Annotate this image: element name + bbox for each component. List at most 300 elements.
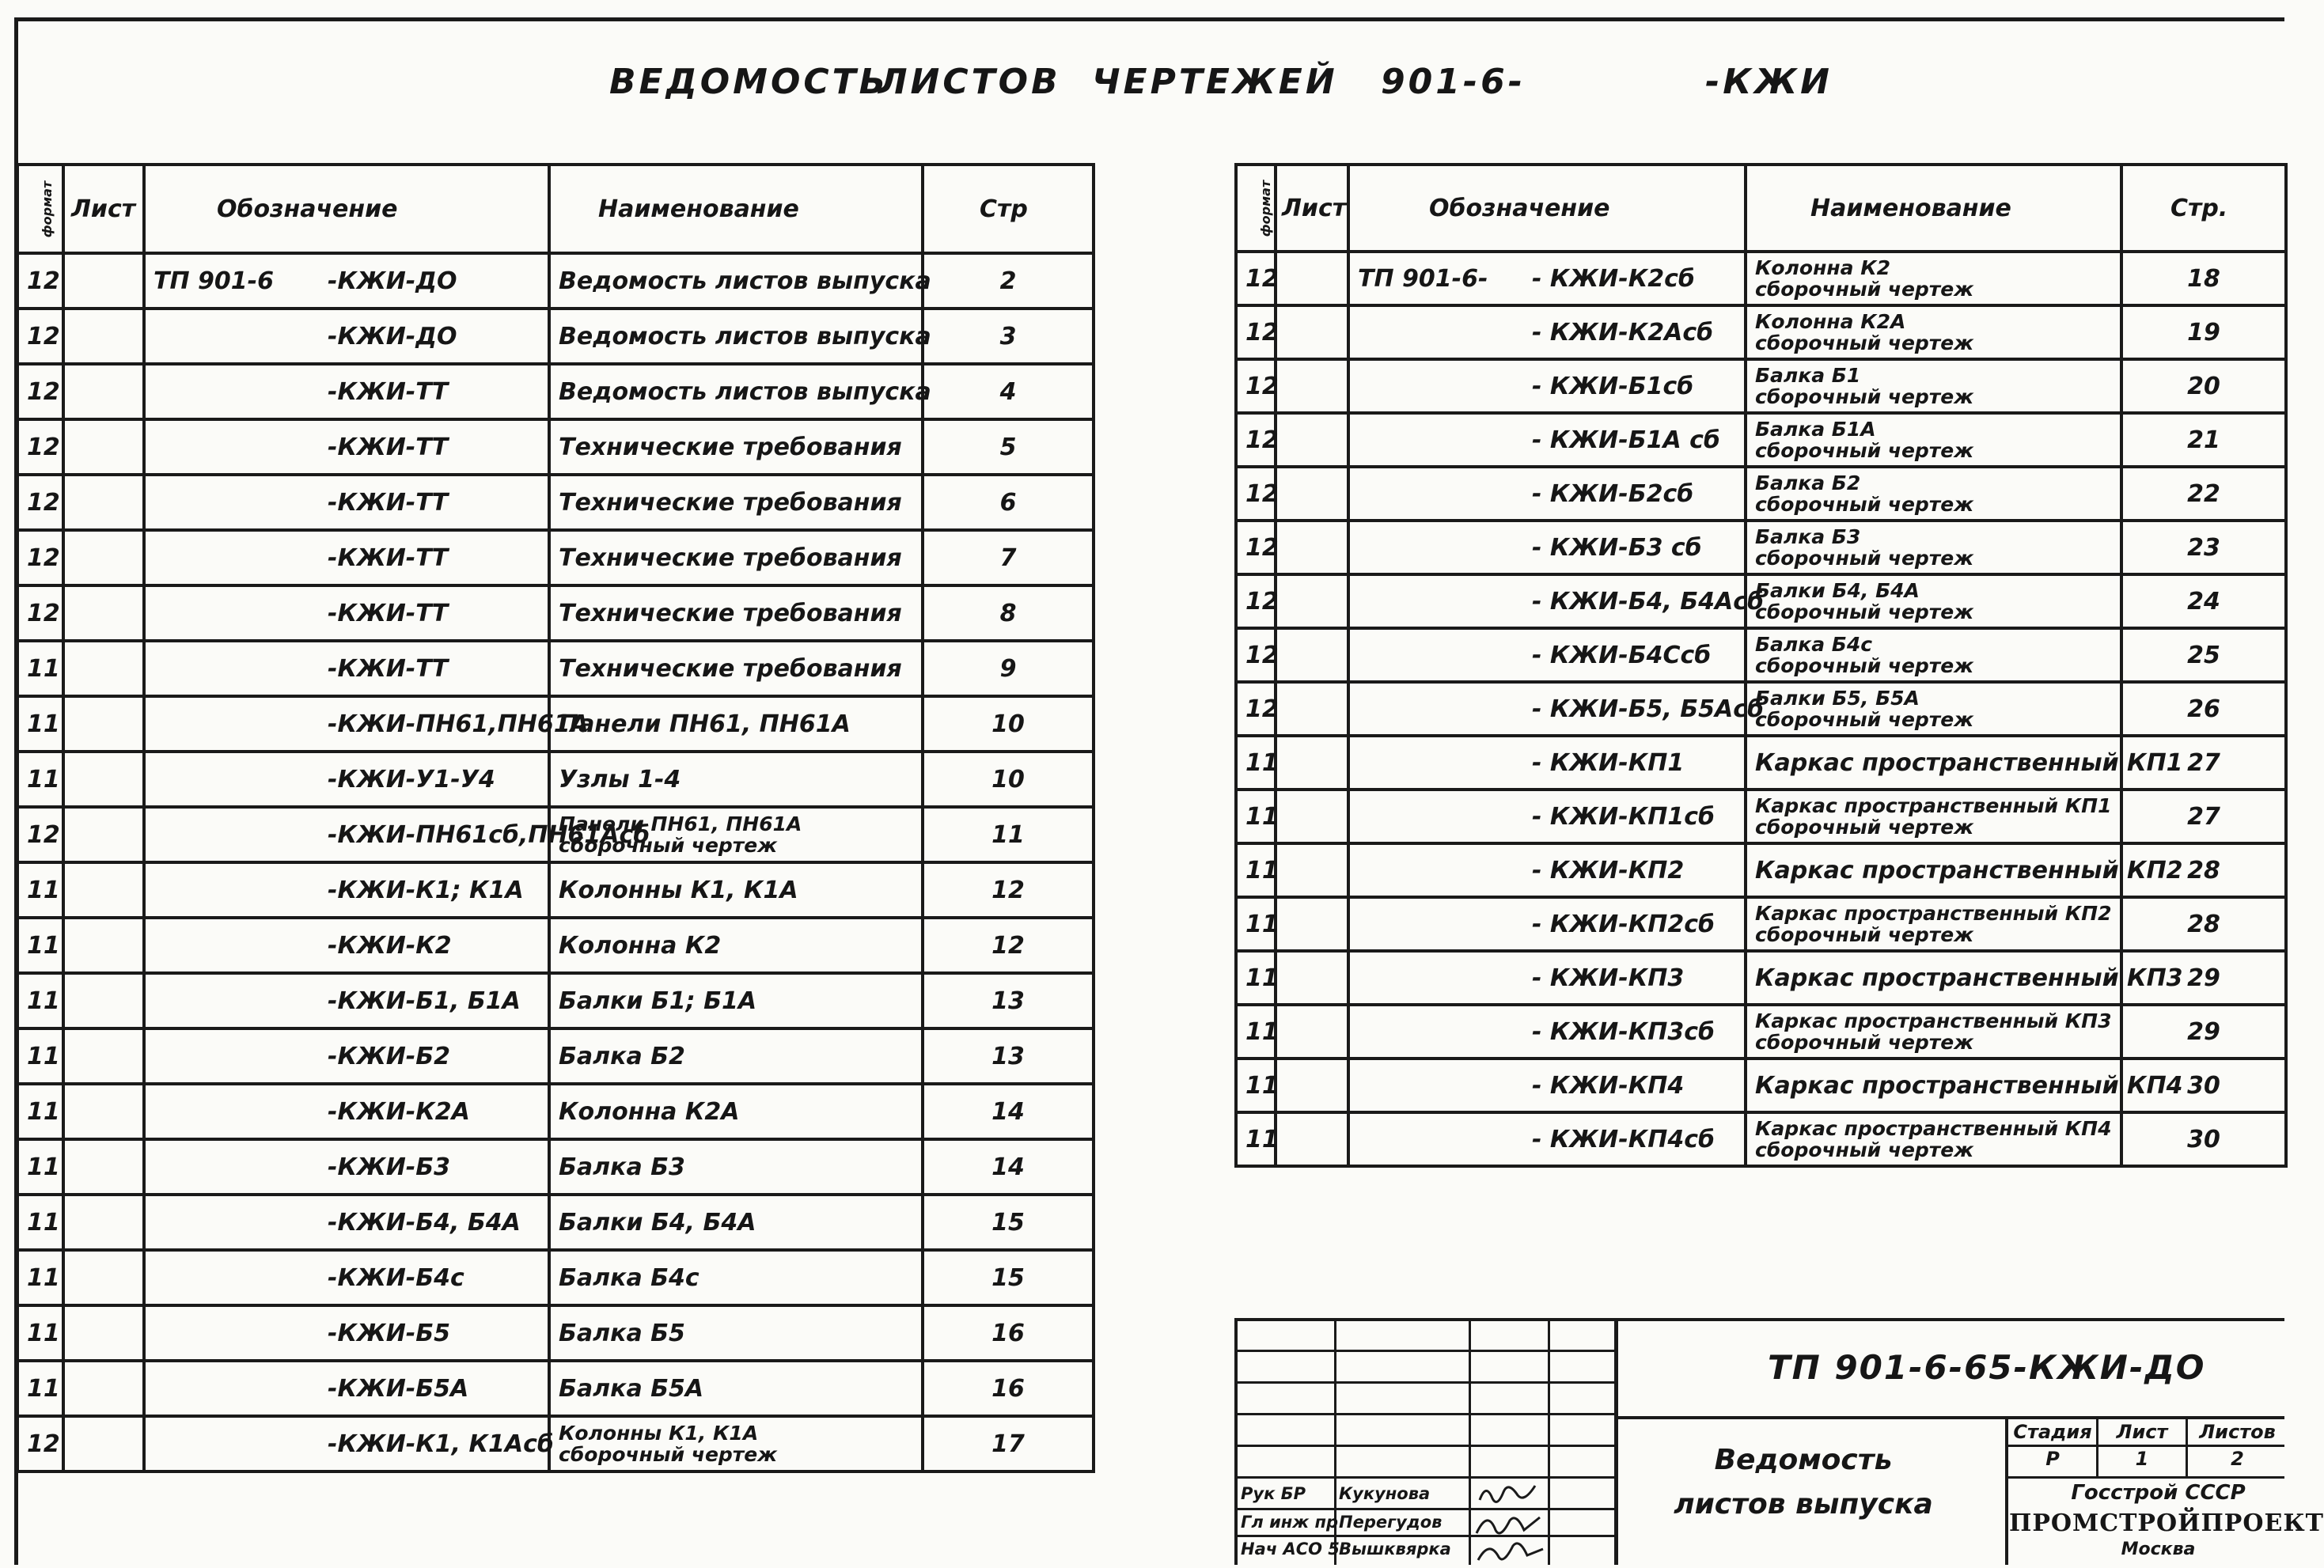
cell-name bbox=[1746, 951, 2183, 1005]
cell-sheet bbox=[1276, 359, 1348, 413]
table-row bbox=[17, 419, 1094, 475]
cell-sheet bbox=[1276, 951, 1348, 1005]
cell-page: 26 bbox=[2121, 682, 2286, 736]
cell-format: 12 bbox=[17, 475, 63, 530]
cell-name bbox=[549, 862, 923, 918]
designation-code: -КЖИ-ПН61сб,ПН61Асб bbox=[328, 820, 650, 849]
table-row bbox=[17, 1361, 1094, 1416]
cell-page: 18 bbox=[2121, 252, 2286, 305]
signer-role-2: Гл инж пр bbox=[1241, 1513, 1339, 1532]
name-line-1: Каркас пространственный КП2 bbox=[1755, 856, 2183, 884]
cell-designation bbox=[1348, 1059, 1746, 1112]
cell-designation bbox=[144, 696, 589, 752]
cell-sheet bbox=[63, 1250, 144, 1305]
table-row bbox=[1236, 413, 2286, 467]
name-line-1: Панели ПН61, ПН61А bbox=[559, 812, 802, 835]
cell-page: 11 bbox=[923, 807, 1094, 862]
name-line-1: Технические требования bbox=[559, 488, 902, 517]
cell-format: 12 bbox=[1236, 413, 1276, 467]
cell-format: 12 bbox=[1236, 682, 1276, 736]
cell-page: 14 bbox=[923, 1084, 1094, 1139]
cell-designation bbox=[144, 752, 549, 807]
cell-name bbox=[1746, 1059, 2183, 1112]
cell-designation bbox=[144, 475, 549, 530]
cell-sheet bbox=[63, 1361, 144, 1416]
title-code: 901-6- bbox=[1381, 62, 1526, 102]
cell-sheet bbox=[1276, 790, 1348, 843]
cell-name bbox=[549, 1028, 923, 1084]
cell-sheet bbox=[1276, 736, 1348, 790]
table-row bbox=[17, 309, 1094, 364]
cell-format: 11 bbox=[17, 641, 63, 696]
title-word-2: ЛИСТОВ bbox=[878, 62, 1061, 102]
cell-designation bbox=[144, 1305, 549, 1361]
cell-sheet bbox=[63, 253, 144, 309]
name-line-2: сборочный чертеж bbox=[1755, 816, 1974, 839]
name-line-2: сборочный чертеж bbox=[1755, 600, 1974, 623]
cell-designation bbox=[1348, 897, 1746, 951]
cell-designation bbox=[144, 1250, 549, 1305]
name-line-1: Ведомость листов выпуска bbox=[559, 377, 931, 406]
signature-3 bbox=[1472, 1533, 1548, 1568]
cell-name bbox=[549, 419, 923, 475]
cell-name bbox=[1746, 1005, 2121, 1059]
cell-name bbox=[549, 1139, 923, 1195]
cell-sheet bbox=[1276, 574, 1348, 628]
table-row bbox=[1236, 843, 2286, 897]
table-row bbox=[1236, 951, 2286, 1005]
cell-designation bbox=[144, 530, 549, 585]
table-row bbox=[1236, 682, 2286, 736]
cell-name bbox=[1746, 843, 2183, 897]
cell-format: 11 bbox=[1236, 951, 1276, 1005]
cell-designation bbox=[144, 1416, 554, 1471]
designation-code: - КЖИ-Б2сб bbox=[1532, 479, 1694, 508]
cell-sheet bbox=[63, 530, 144, 585]
designation-code: -КЖИ-ТТ bbox=[328, 488, 449, 517]
cell-name bbox=[549, 1361, 923, 1416]
cell-designation bbox=[144, 585, 549, 641]
table-row bbox=[1236, 790, 2286, 843]
designation-code: -КЖИ-ДО bbox=[328, 322, 457, 350]
name-line-1: Балки Б4, Б4А bbox=[559, 1208, 756, 1237]
table-row bbox=[1236, 574, 2286, 628]
title-word-3: ЧЕРТЕЖЕЙ bbox=[1092, 62, 1338, 102]
signer-name-1: Кукунова bbox=[1339, 1484, 1431, 1503]
cell-name bbox=[549, 1084, 923, 1139]
name-line-2: сборочный чертеж bbox=[1755, 708, 1974, 731]
cell-designation bbox=[144, 862, 549, 918]
cell-format: 12 bbox=[1236, 467, 1276, 521]
table-row bbox=[17, 1028, 1094, 1084]
stage-value: Р bbox=[2045, 1448, 2060, 1470]
name-line-1: Каркас пространственный КП4 bbox=[1755, 1071, 2183, 1100]
cell-format: 11 bbox=[17, 918, 63, 973]
cell-page: 19 bbox=[2121, 305, 2286, 359]
cell-designation bbox=[1348, 843, 1746, 897]
sheets-label: Листов bbox=[2199, 1421, 2276, 1443]
cell-page: 27 bbox=[2121, 790, 2286, 843]
cell-format: 12 bbox=[17, 585, 63, 641]
cell-sheet bbox=[1276, 1005, 1348, 1059]
cell-designation bbox=[1348, 1112, 1746, 1166]
cell-sheet bbox=[63, 1139, 144, 1195]
cell-format: 12 bbox=[1236, 305, 1276, 359]
name-line-1: Балки Б5, Б5А bbox=[1755, 687, 1920, 710]
name-line-1: Каркас пространственный КП3 bbox=[1755, 1009, 2112, 1032]
cell-format: 11 bbox=[17, 1361, 63, 1416]
name-line-1: Технические требования bbox=[559, 599, 902, 627]
name-line-1: Балка Б1 bbox=[1755, 364, 1861, 387]
cell-designation bbox=[1348, 359, 1746, 413]
cell-sheet bbox=[1276, 1059, 1348, 1112]
table-row bbox=[17, 973, 1094, 1028]
cell-sheet bbox=[63, 807, 144, 862]
cell-designation bbox=[1348, 467, 1746, 521]
cell-name bbox=[1746, 521, 2121, 574]
cell-page: 29 bbox=[2121, 951, 2286, 1005]
designation-code: -КЖИ-К2 bbox=[328, 931, 452, 960]
name-line-1: Балка Б2 bbox=[559, 1042, 685, 1070]
designation-code: -КЖИ-Б1, Б1А bbox=[328, 987, 521, 1015]
cell-format: 11 bbox=[1236, 1112, 1276, 1166]
name-line-2: сборочный чертеж bbox=[559, 1443, 778, 1466]
cell-page: 12 bbox=[923, 918, 1094, 973]
name-line-1: Балка Б5А bbox=[559, 1374, 704, 1403]
cell-sheet bbox=[1276, 1112, 1348, 1166]
cell-sheet bbox=[63, 419, 144, 475]
cell-name bbox=[549, 696, 923, 752]
cell-format: 11 bbox=[1236, 897, 1276, 951]
signer-role-3: Нач АСО 5 bbox=[1241, 1540, 1340, 1559]
cell-sheet bbox=[1276, 252, 1348, 305]
cell-format: 11 bbox=[17, 973, 63, 1028]
designation-code: -КЖИ-Б5А bbox=[328, 1374, 469, 1403]
cell-format: 12 bbox=[17, 309, 63, 364]
cell-page: 4 bbox=[923, 364, 1094, 419]
table-row bbox=[17, 752, 1094, 807]
name-line-2: сборочный чертеж bbox=[1755, 1138, 1974, 1161]
cell-sheet bbox=[1276, 521, 1348, 574]
org-city: Москва bbox=[2121, 1540, 2196, 1559]
cell-page: 6 bbox=[923, 475, 1094, 530]
cell-page: 8 bbox=[923, 585, 1094, 641]
cell-name bbox=[1746, 359, 2121, 413]
cell-name bbox=[1746, 413, 2121, 467]
doc-code: ТП 901-6-65-КЖИ-ДО bbox=[1768, 1348, 2206, 1387]
designation-code: -КЖИ-Б4, Б4А bbox=[328, 1208, 521, 1237]
cell-sheet bbox=[63, 475, 144, 530]
designation-code: - КЖИ-КП3 bbox=[1532, 964, 1685, 992]
designation-code: - КЖИ-Б3 сб bbox=[1532, 533, 1702, 562]
cell-sheet bbox=[63, 1084, 144, 1139]
designation-code: - КЖИ-К2Асб bbox=[1532, 318, 1714, 347]
cell-format: 12 bbox=[1236, 521, 1276, 574]
cell-designation bbox=[1348, 951, 1746, 1005]
name-line-2: сборочный чертеж bbox=[1755, 547, 1974, 570]
designation-code: -КЖИ-У1-У4 bbox=[328, 765, 495, 793]
designation-code: -КЖИ-К2А bbox=[328, 1097, 470, 1126]
cell-format: 12 bbox=[1236, 574, 1276, 628]
designation-code: - КЖИ-Б5, Б5Асб bbox=[1532, 695, 1764, 723]
name-line-1: Балки Б4, Б4А bbox=[1755, 579, 1920, 602]
designation-code: - КЖИ-КП2сб bbox=[1532, 910, 1715, 938]
cell-sheet bbox=[63, 1305, 144, 1361]
cell-sheet bbox=[1276, 897, 1348, 951]
cell-name bbox=[1746, 305, 2121, 359]
table-row bbox=[1236, 305, 2286, 359]
cell-designation bbox=[1348, 305, 1746, 359]
designation-code: - КЖИ-КП3сб bbox=[1532, 1017, 1715, 1046]
cell-designation bbox=[1348, 736, 1746, 790]
name-line-2: сборочный чертеж bbox=[1755, 278, 1974, 301]
cell-sheet bbox=[63, 973, 144, 1028]
cell-name bbox=[549, 530, 923, 585]
cell-format: 11 bbox=[1236, 736, 1276, 790]
cell-format: 11 bbox=[17, 1195, 63, 1250]
cell-page: 27 bbox=[2121, 736, 2286, 790]
cell-page: 16 bbox=[923, 1361, 1094, 1416]
cell-sheet bbox=[63, 1028, 144, 1084]
designation-code: -КЖИ-Б2 bbox=[328, 1042, 450, 1070]
header-name: Наименование bbox=[1746, 165, 2121, 252]
cell-sheet bbox=[1276, 305, 1348, 359]
designation-prefix: ТП 901-6- bbox=[1358, 264, 1488, 293]
cell-page: 13 bbox=[923, 1028, 1094, 1084]
name-line-2: сборочный чертеж bbox=[1755, 654, 1974, 677]
designation-code: - КЖИ-Б4Ссб bbox=[1532, 641, 1712, 669]
table-row bbox=[17, 1250, 1094, 1305]
header-name: Наименование bbox=[549, 165, 923, 253]
cell-page: 28 bbox=[2121, 843, 2286, 897]
cell-name bbox=[1746, 628, 2121, 682]
cell-sheet bbox=[63, 585, 144, 641]
cell-designation bbox=[144, 641, 549, 696]
name-line-2: сборочный чертеж bbox=[559, 834, 778, 857]
cell-designation bbox=[144, 1361, 549, 1416]
table-row bbox=[17, 1084, 1094, 1139]
cell-format: 11 bbox=[17, 1250, 63, 1305]
sheet-label: Лист bbox=[2116, 1421, 2168, 1443]
designation-code: - КЖИ-Б1сб bbox=[1532, 372, 1694, 400]
header-page: Стр. bbox=[2121, 165, 2286, 252]
doc-name-line-2: листов выпуска bbox=[1674, 1488, 1933, 1521]
name-line-1: Балки Б1; Б1А bbox=[559, 987, 757, 1015]
cell-page: 12 bbox=[923, 862, 1094, 918]
cell-name bbox=[1746, 790, 2121, 843]
name-line-1: Балка Б4с bbox=[559, 1263, 699, 1292]
cell-sheet bbox=[63, 1195, 144, 1250]
table-row bbox=[1236, 1005, 2286, 1059]
name-line-1: Балка Б3 bbox=[559, 1153, 685, 1181]
table-row bbox=[17, 364, 1094, 419]
sheet-value: 1 bbox=[2135, 1448, 2149, 1470]
cell-sheet bbox=[1276, 413, 1348, 467]
designation-code: - КЖИ-КП1сб bbox=[1532, 802, 1715, 831]
table-row bbox=[17, 253, 1094, 309]
header-designation: Обозначение bbox=[144, 165, 549, 253]
cell-designation bbox=[144, 807, 650, 862]
designation-code: -КЖИ-Б4с bbox=[328, 1263, 464, 1292]
name-line-1: Колонна К2 bbox=[559, 931, 722, 960]
cell-page: 15 bbox=[923, 1250, 1094, 1305]
cell-page: 13 bbox=[923, 973, 1094, 1028]
cell-name bbox=[1746, 897, 2121, 951]
table-row bbox=[17, 1416, 1094, 1471]
name-line-1: Балка Б5 bbox=[559, 1319, 685, 1347]
cell-page: 30 bbox=[2121, 1112, 2286, 1166]
cell-name bbox=[549, 918, 923, 973]
cell-format: 11 bbox=[17, 696, 63, 752]
table-row bbox=[17, 1139, 1094, 1195]
designation-code: -КЖИ-ТТ bbox=[328, 599, 449, 627]
name-line-1: Каркас пространственный КП1 bbox=[1755, 748, 2183, 777]
name-line-2: сборочный чертеж bbox=[1755, 385, 1974, 408]
table-row bbox=[17, 641, 1094, 696]
cell-sheet bbox=[63, 309, 144, 364]
cell-format: 11 bbox=[17, 1139, 63, 1195]
designation-code: -КЖИ-Б5 bbox=[328, 1319, 450, 1347]
name-line-2: сборочный чертеж bbox=[1755, 439, 1974, 462]
cell-name bbox=[549, 1416, 923, 1471]
name-line-2: сборочный чертеж bbox=[1755, 1031, 1974, 1054]
cell-format: 12 bbox=[1236, 359, 1276, 413]
cell-format: 11 bbox=[17, 862, 63, 918]
cell-page: 15 bbox=[923, 1195, 1094, 1250]
cell-designation bbox=[1348, 521, 1746, 574]
cell-designation bbox=[144, 1139, 549, 1195]
name-line-1: Каркас пространственный КП1 bbox=[1755, 794, 2112, 817]
org-institute: ПРОМСТРОЙПРОЕКТ bbox=[2009, 1509, 2324, 1537]
table-row bbox=[1236, 252, 2286, 305]
left-sheet-table bbox=[16, 163, 1095, 1473]
name-line-1: Каркас пространственный КП4 bbox=[1755, 1117, 2112, 1140]
signer-role-1: Рук БР bbox=[1241, 1484, 1306, 1503]
cell-name bbox=[1746, 682, 2121, 736]
cell-sheet bbox=[63, 696, 144, 752]
designation-code: -КЖИ-ПН61,ПН61А bbox=[328, 710, 589, 738]
cell-name bbox=[1746, 467, 2121, 521]
name-line-1: Панели ПН61, ПН61А bbox=[559, 710, 851, 738]
designation-code: - КЖИ-КП1 bbox=[1532, 748, 1685, 777]
doc-name bbox=[1649, 1438, 1958, 1527]
cell-name bbox=[549, 585, 923, 641]
cell-page: 10 bbox=[923, 696, 1094, 752]
cell-name bbox=[549, 1305, 923, 1361]
cell-format: 11 bbox=[17, 752, 63, 807]
org-ministry: Госстрой СССР bbox=[2071, 1481, 2246, 1505]
cell-designation bbox=[144, 1195, 549, 1250]
signer-name-3: Вышквярка bbox=[1339, 1540, 1451, 1559]
cell-designation bbox=[144, 973, 549, 1028]
cell-page: 29 bbox=[2121, 1005, 2286, 1059]
designation-code: -КЖИ-ТТ bbox=[328, 654, 449, 683]
table-row bbox=[1236, 1112, 2286, 1166]
header-format: формат bbox=[17, 165, 63, 253]
signature-grid bbox=[1238, 1321, 1618, 1565]
cell-format: 12 bbox=[1236, 628, 1276, 682]
cell-name bbox=[1746, 252, 2121, 305]
cell-format: 12 bbox=[17, 1416, 63, 1471]
cell-sheet bbox=[63, 364, 144, 419]
cell-sheet bbox=[63, 918, 144, 973]
cell-page: 10 bbox=[923, 752, 1094, 807]
cell-designation bbox=[144, 1028, 549, 1084]
cell-page: 3 bbox=[923, 309, 1094, 364]
title-word-1: ВЕДОМОСТЬ bbox=[609, 62, 889, 102]
cell-name bbox=[1746, 1112, 2121, 1166]
name-line-1: Технические требования bbox=[559, 543, 902, 572]
cell-designation bbox=[1348, 1005, 1746, 1059]
name-line-2: сборочный чертеж bbox=[1755, 331, 1974, 354]
cell-page: 22 bbox=[2121, 467, 2286, 521]
name-line-1: Технические требования bbox=[559, 433, 902, 461]
header-sheet: Лист bbox=[1276, 165, 1348, 252]
table-row bbox=[17, 530, 1094, 585]
cell-designation bbox=[1348, 252, 1746, 305]
cell-page: 20 bbox=[2121, 359, 2286, 413]
doc-name-line-1: Ведомость bbox=[1714, 1444, 1893, 1476]
name-line-2: сборочный чертеж bbox=[1755, 493, 1974, 516]
cell-name bbox=[549, 475, 923, 530]
cell-designation bbox=[144, 1084, 549, 1139]
cell-designation bbox=[144, 364, 549, 419]
name-line-1: Ведомость листов выпуска bbox=[559, 267, 931, 295]
name-line-1: Ведомость листов выпуска bbox=[559, 322, 931, 350]
table-row bbox=[17, 918, 1094, 973]
cell-name bbox=[549, 309, 931, 364]
cell-format: 11 bbox=[17, 1084, 63, 1139]
cell-page: 5 bbox=[923, 419, 1094, 475]
designation-code: -КЖИ-ДО bbox=[328, 267, 457, 295]
cell-page: 16 bbox=[923, 1305, 1094, 1361]
table-row bbox=[17, 1305, 1094, 1361]
table-row bbox=[1236, 1059, 2286, 1112]
cell-designation bbox=[144, 419, 549, 475]
cell-name bbox=[1746, 574, 2121, 628]
cell-designation bbox=[144, 918, 549, 973]
stage-label: Стадия bbox=[2013, 1421, 2092, 1443]
cell-designation bbox=[1348, 413, 1746, 467]
cell-designation bbox=[144, 309, 549, 364]
right-sheet-table bbox=[1234, 163, 2288, 1168]
cell-name bbox=[549, 973, 923, 1028]
cell-name bbox=[549, 807, 923, 862]
cell-name bbox=[549, 253, 931, 309]
sheets-value: 2 bbox=[2231, 1448, 2244, 1470]
cell-page: 17 bbox=[923, 1416, 1094, 1471]
table-row bbox=[17, 862, 1094, 918]
table-row bbox=[17, 1195, 1094, 1250]
cell-name bbox=[549, 1250, 923, 1305]
cell-format: 12 bbox=[1236, 252, 1276, 305]
name-line-2: сборочный чертеж bbox=[1755, 923, 1974, 946]
cell-page: 2 bbox=[923, 253, 1094, 309]
table-row bbox=[1236, 897, 2286, 951]
cell-page: 28 bbox=[2121, 897, 2286, 951]
signer-name-2: Перегудов bbox=[1339, 1513, 1443, 1532]
designation-code: - КЖИ-К2сб bbox=[1532, 264, 1695, 293]
designation-code: - КЖИ-КП4сб bbox=[1532, 1125, 1715, 1153]
name-line-1: Колонна К2 bbox=[1755, 256, 1891, 279]
cell-format: 11 bbox=[17, 1305, 63, 1361]
cell-page: 7 bbox=[923, 530, 1094, 585]
designation-code: - КЖИ-Б1А сб bbox=[1532, 426, 1720, 454]
cell-format: 11 bbox=[1236, 1005, 1276, 1059]
table-header bbox=[1236, 165, 2286, 252]
table-header bbox=[17, 165, 1094, 253]
cell-page: 21 bbox=[2121, 413, 2286, 467]
